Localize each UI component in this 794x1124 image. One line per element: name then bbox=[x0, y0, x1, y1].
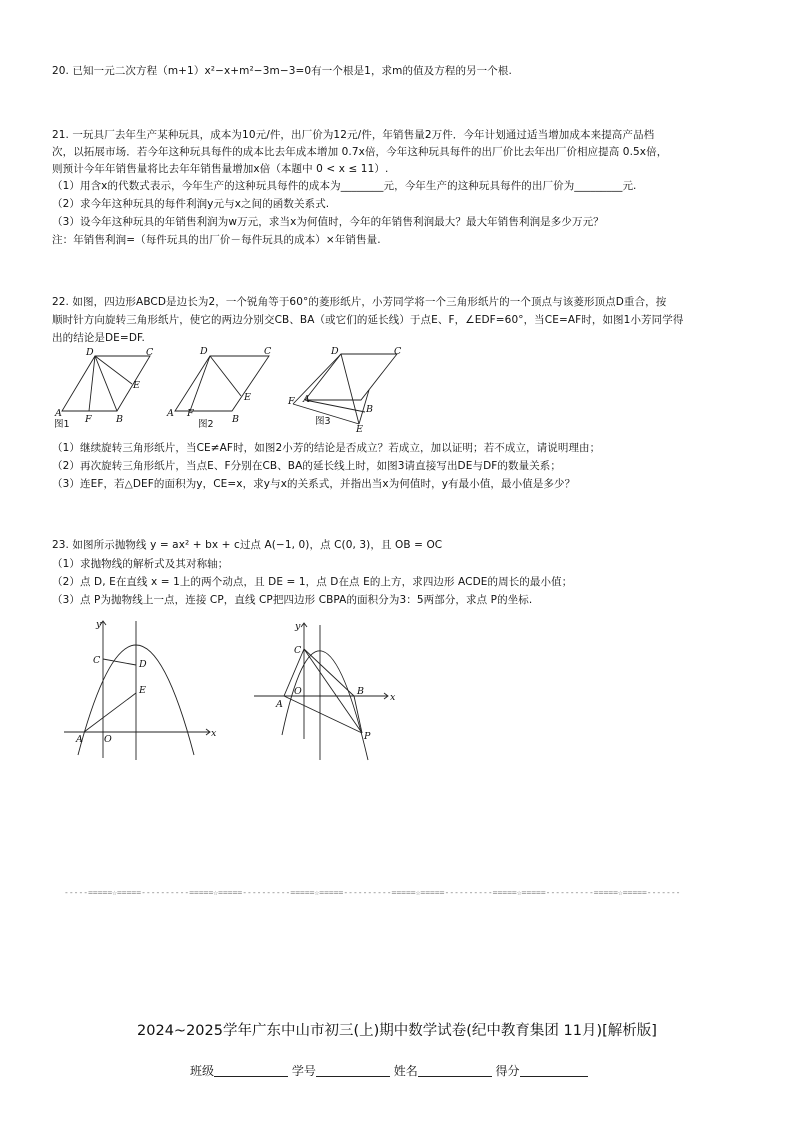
label-b: B bbox=[366, 404, 373, 415]
parabola bbox=[282, 651, 368, 760]
question-21-part1: （1）用含x的代数式表示，今年生产的这种玩具每件的成本为________元，今年生产的这种玩具每件的出厂价为_________元. bbox=[52, 180, 637, 192]
segment-ae bbox=[84, 693, 136, 732]
question-23-part1: （1）求抛物线的解析式及其对称轴； bbox=[52, 558, 229, 570]
segment-cb bbox=[304, 649, 354, 696]
q22-figure-2 bbox=[165, 344, 280, 430]
label-b: B bbox=[116, 414, 123, 425]
segment-df bbox=[293, 354, 341, 404]
label-e: E bbox=[133, 380, 140, 391]
q22-figure-1 bbox=[52, 344, 162, 430]
label-a: A bbox=[167, 408, 174, 419]
q23-figure-2 bbox=[250, 615, 400, 765]
question-22-part2: （2）再次旋转三角形纸片，当点E、F分别在CB、BA的延长线上时，如图3请直接写出DE与DF的数量关系； bbox=[52, 460, 561, 472]
segment-de bbox=[341, 354, 359, 424]
label-b: B bbox=[357, 686, 364, 697]
class-field[interactable] bbox=[214, 1064, 288, 1077]
label-c: C bbox=[93, 655, 101, 666]
label-a: A bbox=[76, 734, 83, 745]
q22-figure-3 bbox=[285, 344, 410, 434]
rhombus bbox=[175, 356, 269, 411]
label-y: y bbox=[295, 621, 301, 632]
label-y: y bbox=[96, 619, 102, 630]
question-20: 20. 已知一元二次方程（m+1）x²−x+m²−3m−3=0有一个根是1，求m的值及方程的另一个根. bbox=[52, 65, 512, 77]
label-a: A bbox=[303, 394, 310, 405]
student-id-field[interactable] bbox=[316, 1064, 390, 1077]
label-a: A bbox=[276, 699, 283, 710]
figure-3-caption: 图3 bbox=[315, 416, 331, 427]
question-22-line1: 22. 如图，四边形ABCD是边长为2，一个锐角等于60°的菱形纸片，小芳同学将一个三角形纸片的一个顶点与该菱形顶点D重合，按 bbox=[52, 296, 667, 308]
question-23-part3: （3）点 P为抛物线上一点，连接 CP，直线 CP把四边形 CBPA的面积分为3：5两部分，求点 P的坐标. bbox=[52, 594, 533, 606]
label-f: F bbox=[85, 414, 92, 425]
label-x: x bbox=[211, 728, 217, 739]
label-c: C bbox=[294, 645, 302, 656]
segment-ap bbox=[284, 696, 362, 733]
question-21-note: 注：年销售利润=（每件玩具的出厂价－每件玩具的成本）×年销售量. bbox=[52, 234, 381, 246]
label-e: E bbox=[244, 392, 251, 403]
exam-title: 2024~2025学年广东中山市初三(上)期中数学试卷(纪中教育集团 11月)[解析版] bbox=[137, 1023, 657, 1039]
label-c: C bbox=[264, 346, 272, 357]
label-p: P bbox=[364, 731, 371, 742]
figure-2-caption: 图2 bbox=[198, 419, 214, 430]
name-label: 姓名 bbox=[393, 1064, 418, 1078]
question-21-line1: 21. 一玩具厂去年生产某种玩具，成本为10元/件，出厂价为12元/件，年销售量2万件．今年计划通过适当增加成本来提高产品档 bbox=[52, 129, 655, 141]
question-21-line3: 则预计今年年销售量将比去年年销售量增加x倍（本题中 0 < x ≤ 11）. bbox=[52, 163, 389, 175]
label-d: D bbox=[139, 659, 147, 670]
label-e: E bbox=[139, 685, 146, 696]
question-23-line1: 23. 如图所示抛物线 y = ax² + bx + c过点 A(−1, 0)，点 C(0, 3)，且 OB = OC bbox=[52, 539, 443, 551]
q23-figure-1 bbox=[60, 615, 225, 765]
label-a: A bbox=[55, 408, 62, 419]
question-23-part2: （2）点 D, E在直线 x = 1上的两个动点，且 DE = 1，点 D在点 E的上方，求四边形 ACDE的周长的最小值； bbox=[52, 576, 573, 588]
question-21-part2: （2）求今年这种玩具的每件利润y元与x之间的函数关系式. bbox=[52, 198, 330, 210]
label-o: O bbox=[104, 734, 112, 745]
label-f: F bbox=[288, 396, 295, 407]
segment-cd bbox=[103, 659, 136, 665]
label-x: x bbox=[390, 692, 396, 703]
question-22-line3: 出的结论是DE=DF. bbox=[52, 332, 145, 344]
label-c: C bbox=[394, 346, 402, 357]
question-22-part1: （1）继续旋转三角形纸片，当CE≠AF时，如图2小芳的结论是否成立？若成立，加以证明；若不成立，请说明理由； bbox=[52, 442, 601, 454]
label-f: F bbox=[187, 408, 194, 419]
class-label: 班级 bbox=[190, 1064, 215, 1078]
student-id-label: 学号 bbox=[291, 1064, 316, 1078]
question-22-part3: （3）连EF，若△DEF的面积为y，CE=x，求y与x的关系式，并指出当x为何值时，y有最小值，最小值是多少？ bbox=[52, 478, 576, 490]
name-field[interactable] bbox=[418, 1064, 492, 1077]
segment-de bbox=[210, 356, 241, 396]
score-label: 得分 bbox=[495, 1064, 520, 1078]
question-22-line2: 顺时针方向旋转三角形纸片，使它的两边分别交CB、BA（或它们的延长线）于点E、F，∠EDF=60°，当CE=AF时，如图1小芳同学得 bbox=[52, 314, 684, 326]
segment-cp bbox=[304, 649, 362, 733]
figure-1-caption: 图1 bbox=[54, 419, 70, 430]
label-o: O bbox=[294, 686, 302, 697]
label-d: D bbox=[331, 346, 339, 357]
question-21-part3: （3）设今年这种玩具的年销售利润为w万元，求当x为何值时，今年的年销售利润最大？最大年销售利润是多少万元？ bbox=[52, 216, 604, 228]
page-divider: -----=====☆=====----------=====☆=====----------=====☆=====----------=====☆=====----------=====☆=====----------=====☆=====------- bbox=[64, 888, 681, 897]
student-info-row bbox=[190, 1062, 588, 1079]
label-d: D bbox=[200, 346, 208, 357]
question-21-line2: 次，以拓展市场．若今年这种玩具每件的成本比去年成本增加 0.7x倍，今年这种玩具每件的出厂价比去年出厂价相应提高 0.5x倍， bbox=[52, 146, 668, 158]
label-d: D bbox=[86, 347, 94, 358]
label-c: C bbox=[146, 347, 154, 358]
label-b: B bbox=[232, 414, 239, 425]
score-field[interactable] bbox=[520, 1064, 588, 1077]
label-e: E bbox=[356, 424, 363, 434]
